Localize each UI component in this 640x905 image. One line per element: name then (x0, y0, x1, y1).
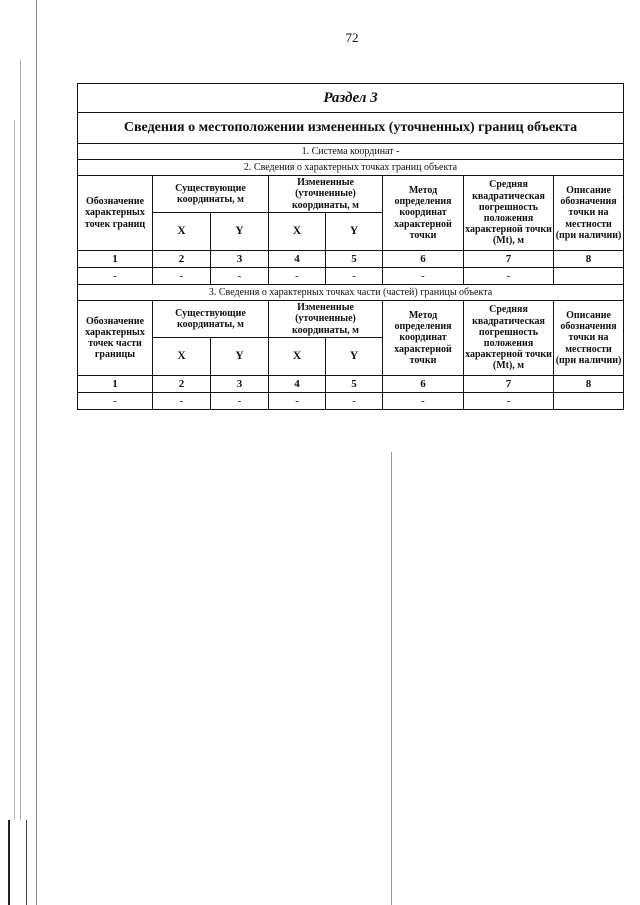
header-error: Средняя квадратическая погрешность положения характерной точки (Mt), м (464, 301, 554, 376)
scan-fold-line (391, 452, 392, 905)
header-x: X (269, 213, 326, 251)
section-subtitle: Сведения о местоположении измененных (уточненных) границ объекта (78, 113, 624, 144)
table-cell: - (383, 393, 464, 410)
header-y: Y (211, 213, 269, 251)
column-number: 2 (153, 376, 211, 393)
header-x: X (153, 213, 211, 251)
column-number: 8 (554, 251, 624, 268)
column-number: 4 (269, 376, 326, 393)
table-cell (554, 393, 624, 410)
scan-margin-line (36, 0, 37, 905)
column-number: 7 (464, 376, 554, 393)
table-cell: - (78, 268, 153, 285)
table-cell: - (464, 393, 554, 410)
header-changed-coords: Измененные (уточненные) координаты, м (269, 176, 383, 213)
part3-title: 3. Сведения о характерных точках части (частей) границы объекта (78, 285, 624, 301)
scan-margin-line (14, 120, 15, 820)
scan-edge-mark (8, 820, 10, 905)
table-cell: - (269, 268, 326, 285)
part2-title: 2. Сведения о характерных точках границ объекта (78, 160, 624, 176)
table-cell: - (326, 393, 383, 410)
column-number: 6 (383, 251, 464, 268)
column-number: 3 (211, 251, 269, 268)
column-number: 3 (211, 376, 269, 393)
column-number: 5 (326, 376, 383, 393)
table-cell (554, 268, 624, 285)
table-row (78, 268, 624, 285)
column-number: 1 (78, 251, 153, 268)
table-cell: - (269, 393, 326, 410)
section-title: Раздел 3 (78, 84, 624, 113)
header-existing-coords: Существующие координаты, м (153, 176, 269, 213)
column-number: 2 (153, 251, 211, 268)
table-cell: - (464, 268, 554, 285)
table-cell: - (78, 393, 153, 410)
column-number: 7 (464, 251, 554, 268)
table-cell: - (211, 393, 269, 410)
column-numbers-row (78, 251, 624, 268)
table-cell: - (383, 268, 464, 285)
column-number: 6 (383, 376, 464, 393)
header-designation: Обозначение характерных точек границ (78, 176, 153, 251)
table-cell: - (326, 268, 383, 285)
table-cell: - (211, 268, 269, 285)
header-method: Метод определения координат характерной точки (383, 301, 464, 376)
table-row (78, 393, 624, 410)
column-numbers-row (78, 376, 624, 393)
column-number: 1 (78, 376, 153, 393)
header-x: X (269, 338, 326, 376)
page-number: 72 (345, 30, 359, 45)
coordinate-system: 1. Система координат - (78, 144, 624, 160)
scan-edge-mark (26, 820, 27, 905)
header-x: X (153, 338, 211, 376)
header-y: Y (326, 338, 383, 376)
header-changed-coords: Измененные (уточненные) координаты, м (269, 301, 383, 338)
column-number: 4 (269, 251, 326, 268)
header-method: Метод определения координат характерной точки (383, 176, 464, 251)
header-y: Y (211, 338, 269, 376)
table-cell: - (153, 268, 211, 285)
header-error: Средняя квадратическая погрешность положения характерной точки (Mt), м (464, 176, 554, 251)
column-number: 8 (554, 376, 624, 393)
header-description: Описание обозначения точки на местности (при наличии) (554, 301, 624, 376)
scan-margin-line (20, 60, 21, 820)
header-existing-coords: Существующие координаты, м (153, 301, 269, 338)
section-3-table (77, 83, 624, 410)
column-number: 5 (326, 251, 383, 268)
header-designation: Обозначение характерных точек части границы (78, 301, 153, 376)
header-y: Y (326, 213, 383, 251)
header-description: Описание обозначения точки на местности (при наличии) (554, 176, 624, 251)
table-cell: - (153, 393, 211, 410)
